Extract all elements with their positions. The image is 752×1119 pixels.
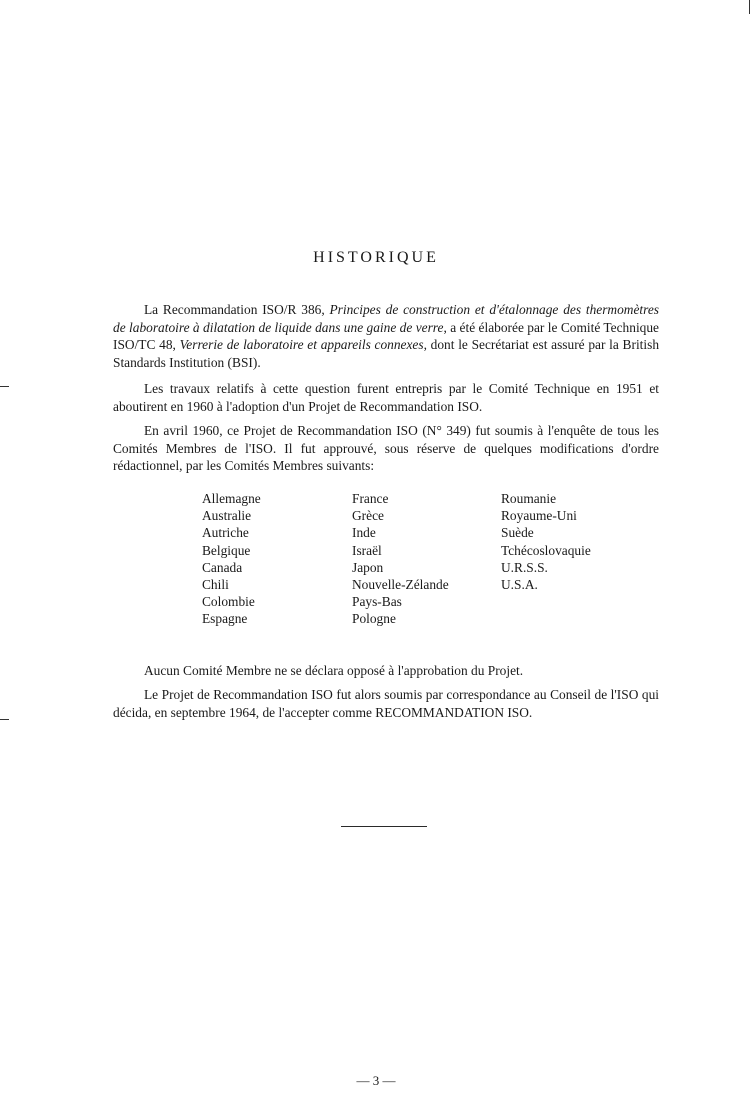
paragraph-work-history	[113, 380, 659, 415]
paragraph-council-decision	[113, 686, 659, 721]
margin-tick-mark	[0, 719, 9, 720]
margin-tick-mark	[0, 386, 9, 387]
country-item: U.R.S.S.	[501, 559, 548, 575]
country-item: Australie	[202, 508, 252, 524]
country-item: Israël	[352, 542, 382, 558]
standard-title: Principes de construction et d'étalonnage des thermomètres de laboratoire à dilatation de liquide dans une gaine de verre	[113, 302, 659, 335]
country-item: Nouvelle-Zélande	[352, 577, 449, 593]
paragraph-approval	[113, 422, 659, 475]
country-item: Suède	[501, 525, 534, 541]
country-item: Japon	[352, 559, 384, 575]
paragraph-origin	[113, 301, 659, 371]
country-list-column-1	[202, 490, 261, 628]
country-item: Inde	[352, 525, 376, 541]
country-item: Canada	[202, 559, 243, 575]
country-item: U.S.A.	[501, 577, 538, 593]
country-item: Roumanie	[501, 491, 557, 506]
paragraph-origin-text-1: La Recommandation ISO/R 386,	[144, 302, 330, 317]
paragraph-approval-text: En avril 1960, ce Projet de Recommandation ISO (N° 349) fut soumis à l'enquête de tous les Comités Membres de l'ISO. Il fut approuvé, sous réserve de quelques modifications d'ordre rédactionnel, par les Comités Membres suivants:	[113, 423, 659, 474]
country-item: Belgique	[202, 542, 251, 558]
country-item: Colombie	[202, 594, 255, 610]
paragraph-no-opposition-text: Aucun Comité Membre ne se déclara opposé à l'approbation du Projet.	[144, 663, 524, 678]
paragraph-council-decision-text: Le Projet de Recommandation ISO fut alors soumis par correspondance au Conseil de l'ISO qui décida, en septembre 1964, de l'accepter comme RECOMMANDATION ISO.	[113, 687, 659, 720]
country-item: Espagne	[202, 611, 248, 627]
country-list-column-3	[501, 490, 591, 593]
country-item: Royaume-Uni	[501, 508, 577, 524]
edge-mark	[749, 0, 750, 14]
country-item: Tchécoslovaquie	[501, 542, 591, 558]
country-item: Grèce	[352, 508, 384, 524]
paragraph-no-opposition	[113, 662, 659, 680]
paragraph-work-history-text: Les travaux relatifs à cette question furent entrepris par le Comité Technique en 1951 et aboutirent en 1960 à l'adoption d'un Projet de Recommandation ISO.	[113, 381, 659, 414]
country-list-column-2	[352, 490, 449, 628]
country-item: Pays-Bas	[352, 594, 402, 610]
committee-title: Verrerie de laboratoire et appareils connexes	[179, 337, 424, 353]
paragraph-origin-text-2: , a été élaborée par le Comité Technique ISO/TC 48,	[113, 319, 659, 353]
country-item: Allemagne	[202, 491, 261, 506]
country-item: Chili	[202, 577, 229, 593]
country-item: France	[352, 491, 389, 506]
country-item: Pologne	[352, 611, 396, 627]
section-divider	[341, 826, 427, 827]
page-title: HISTORIQUE	[313, 249, 439, 266]
country-item: Autriche	[202, 525, 249, 541]
paragraph-origin-text-3: , dont le Secrétariat est assuré par la British Standards Institution (BSI).	[113, 337, 660, 370]
page-number: — 3 —	[356, 1073, 396, 1088]
